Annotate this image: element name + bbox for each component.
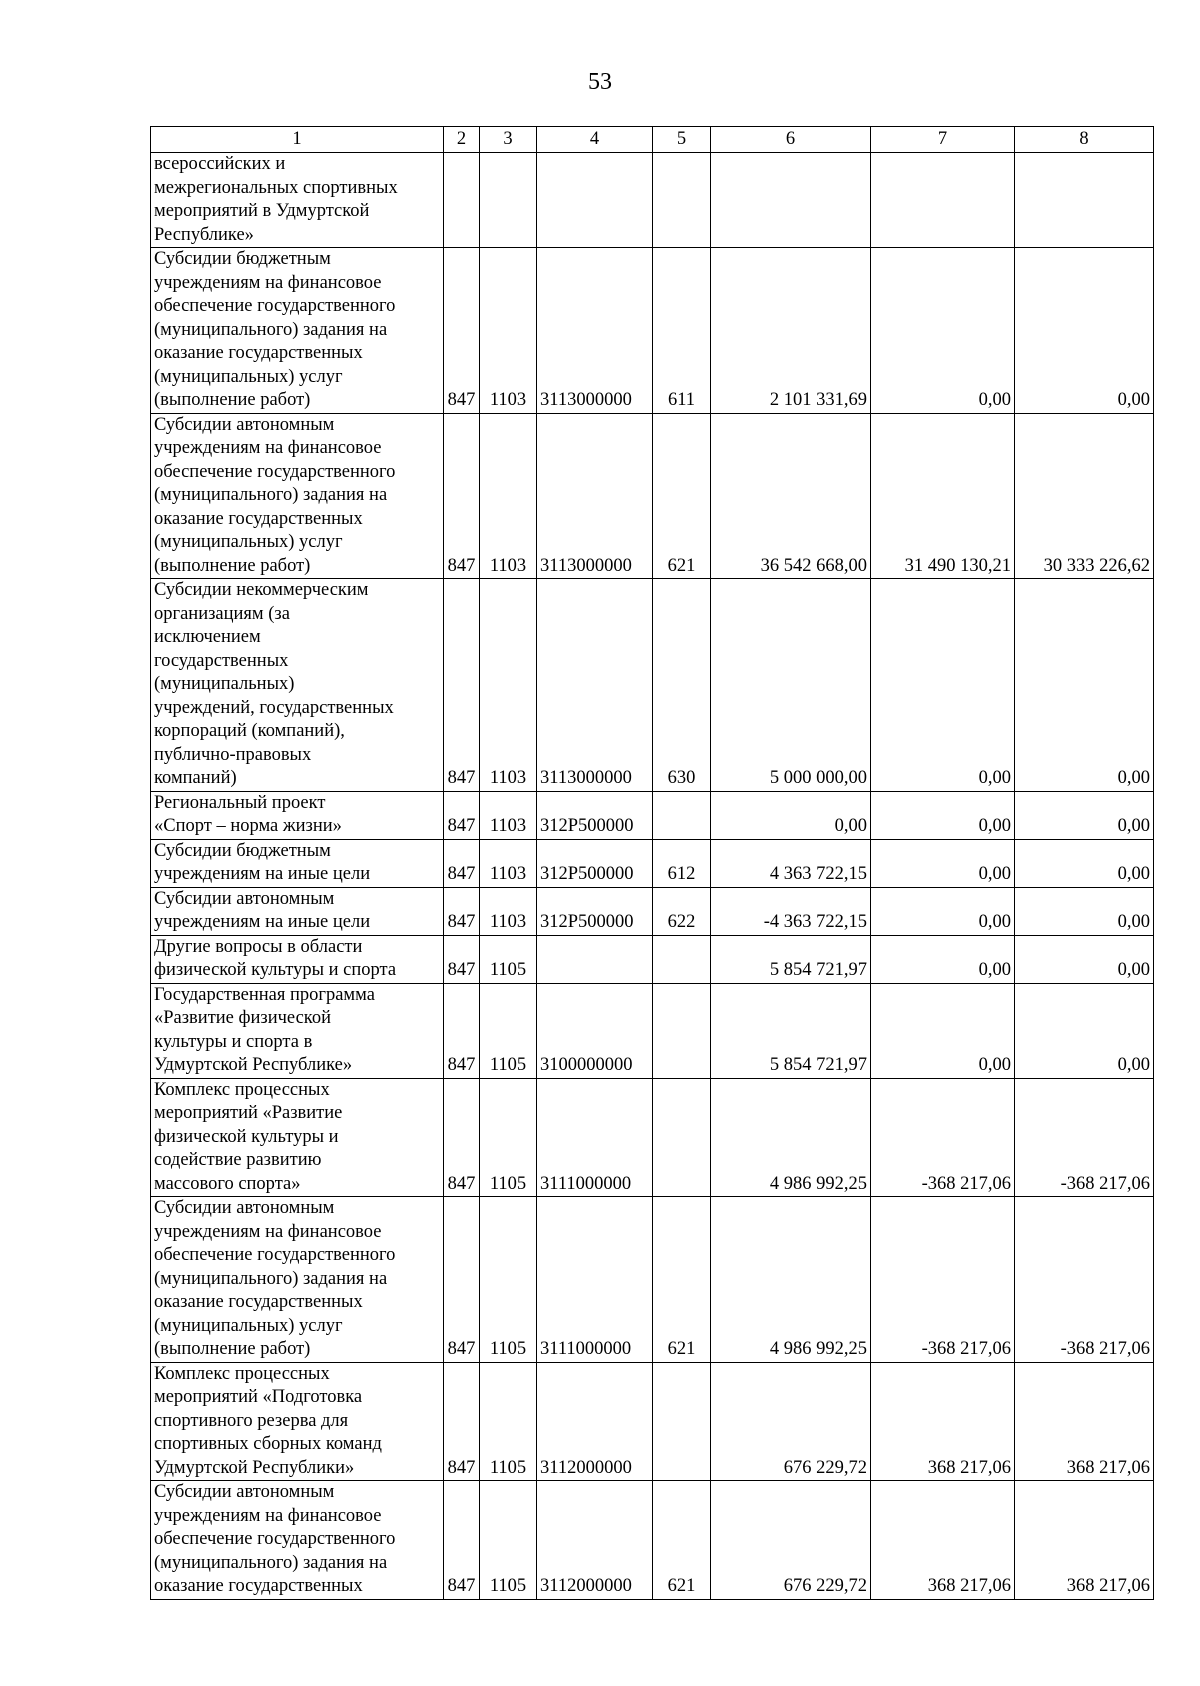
cell-name-line: организациям (за [154,603,290,624]
cell-amount-8: 0,00 [1015,791,1154,839]
cell-name [151,1078,444,1197]
table-row [151,791,1154,839]
cell-name-line: Субсидии бюджетным [154,840,331,861]
header-col-6: 6 [711,127,871,153]
cell-target-article: 3112000000 [537,1481,653,1600]
cell-section: 1105 [480,1197,537,1363]
cell-name-line: мероприятий «Подготовка [154,1387,363,1407]
cell-name-line: обеспечение государственного [154,1529,396,1549]
cell-amount-8: 30 333 226,62 [1015,413,1154,579]
cell-name-line: оказание государственных [154,508,363,529]
cell-amount-6: 5 854 721,97 [711,983,871,1078]
cell-target-article: 312P500000 [537,887,653,935]
cell-name-line: (муниципальных) [154,674,295,694]
cell-expense-type: 612 [653,839,711,887]
cell-name-line: (выполнение работ) [154,1339,311,1359]
cell-amount-7: 368 217,06 [871,1362,1015,1481]
cell-section: 1105 [480,1078,537,1197]
header-col-3: 3 [480,127,537,153]
cell-name-line: обеспечение государственного [154,1245,396,1265]
cell-amount-8: 0,00 [1015,983,1154,1078]
cell-name-line: обеспечение государственного [154,296,396,316]
cell-name-line: массового спорта» [154,1173,301,1194]
cell-amount-6: 4 986 992,25 [711,1197,871,1363]
cell-target-article: 312P500000 [537,791,653,839]
cell-amount-6: 4 986 992,25 [711,1078,871,1197]
cell-amount-8: 0,00 [1015,935,1154,983]
cell-name-line: публично-правовых [154,744,312,765]
cell-name-line: учреждениям на иные цели [154,912,371,932]
cell-name-line: межрегиональных спортивных [154,177,398,198]
cell-name-line: (муниципальных) услуг [154,1315,343,1336]
cell-section: 1103 [480,248,537,414]
cell-name-line: учреждениям на финансовое [154,272,382,293]
header-col-5: 5 [653,127,711,153]
cell-name-line: корпораций (компаний), [154,721,345,741]
cell-grbs: 847 [444,983,480,1078]
cell-name-line: Другие вопросы в области [154,936,363,957]
cell-section [480,153,537,248]
cell-name-line: (муниципального) задания на [154,1552,388,1573]
table-header [151,127,1154,153]
cell-name-line: (выполнение работ) [154,390,311,410]
cell-amount-7 [871,153,1015,248]
cell-target-article: 3100000000 [537,983,653,1078]
cell-expense-type: 630 [653,579,711,792]
cell-amount-8: 0,00 [1015,579,1154,792]
cell-name-line: Удмуртской Республики» [154,1457,355,1478]
cell-amount-6 [711,153,871,248]
cell-name-line: Государственная программа [154,984,375,1005]
cell-name-line: мероприятий в Удмуртской [154,201,370,221]
cell-expense-type: 621 [653,1197,711,1363]
cell-amount-8: -368 217,06 [1015,1197,1154,1363]
cell-name-line: Комплекс процессных [154,1079,330,1100]
cell-amount-7: 0,00 [871,248,1015,414]
cell-amount-8: 368 217,06 [1015,1362,1154,1481]
cell-grbs: 847 [444,1362,480,1481]
cell-name-line: Удмуртской Республике» [154,1055,353,1075]
header-col-8: 8 [1015,127,1154,153]
cell-section: 1103 [480,791,537,839]
cell-name-line: содействие развитию [154,1150,322,1170]
cell-grbs: 847 [444,413,480,579]
cell-name-line: оказание государственных [154,1576,363,1596]
header-col-1: 1 [151,127,444,153]
cell-name-line: спортивных сборных команд [154,1434,382,1454]
cell-grbs: 847 [444,1197,480,1363]
cell-amount-7: 368 217,06 [871,1481,1015,1600]
cell-name-line: спортивного резерва для [154,1410,349,1431]
table-row [151,1362,1154,1481]
cell-name-line: компаний) [154,768,237,788]
header-col-4: 4 [537,127,653,153]
cell-name-line: физической культуры и спорта [154,960,397,980]
cell-name-line: (муниципального) задания на [154,1268,388,1289]
cell-name-line: обеспечение государственного [154,461,396,482]
cell-name-line: Субсидии некоммерческим [154,580,369,600]
table-row [151,1481,1154,1600]
cell-name [151,839,444,887]
cell-expense-type: 611 [653,248,711,414]
cell-amount-6: 5 854 721,97 [711,935,871,983]
cell-amount-8: 368 217,06 [1015,1481,1154,1600]
header-col-7: 7 [871,127,1015,153]
cell-name-line: учреждениям на финансовое [154,1505,382,1526]
cell-amount-6: -4 363 722,15 [711,887,871,935]
cell-amount-7: 0,00 [871,839,1015,887]
cell-amount-6: 676 229,72 [711,1362,871,1481]
cell-name-line: учреждениям на финансовое [154,438,382,458]
cell-expense-type [653,1362,711,1481]
cell-section: 1105 [480,1481,537,1600]
table-row [151,839,1154,887]
cell-expense-type [653,791,711,839]
cell-name [151,579,444,792]
cell-section: 1105 [480,935,537,983]
cell-name [151,1197,444,1363]
cell-grbs: 847 [444,1481,480,1600]
cell-section: 1105 [480,1362,537,1481]
cell-target-article: 3111000000 [537,1078,653,1197]
cell-section: 1103 [480,839,537,887]
cell-name-line: Региональный проект [154,792,326,813]
cell-amount-8: 0,00 [1015,839,1154,887]
cell-name-line: культуры и спорта в [154,1031,313,1052]
table-row [151,935,1154,983]
cell-name-line: «Спорт – норма жизни» [154,816,342,836]
cell-name-line: мероприятий «Развитие [154,1103,343,1123]
cell-name-line: учреждениям на иные цели [154,864,371,884]
cell-expense-type [653,1078,711,1197]
cell-expense-type [653,983,711,1078]
table-row [151,983,1154,1078]
cell-name [151,1362,444,1481]
cell-amount-6: 0,00 [711,791,871,839]
cell-grbs: 847 [444,839,480,887]
cell-grbs: 847 [444,579,480,792]
cell-name-line: Субсидии автономным [154,414,335,435]
cell-amount-7: 31 490 130,21 [871,413,1015,579]
cell-amount-8 [1015,153,1154,248]
table-row [151,887,1154,935]
cell-amount-7: 0,00 [871,935,1015,983]
cell-name-line: Комплекс процессных [154,1363,330,1384]
cell-expense-type: 622 [653,887,711,935]
cell-amount-7: 0,00 [871,983,1015,1078]
cell-amount-7: 0,00 [871,791,1015,839]
cell-name-line: оказание государственных [154,343,363,363]
cell-target-article: 312P500000 [537,839,653,887]
cell-name-line: (муниципальных) услуг [154,366,343,387]
table-row [151,248,1154,414]
page-number: 53 [588,69,612,95]
cell-target-article [537,153,653,248]
cell-name [151,983,444,1078]
cell-expense-type [653,935,711,983]
cell-name-line: учреждений, государственных [154,697,394,718]
cell-amount-6: 2 101 331,69 [711,248,871,414]
cell-name-line: Субсидии автономным [154,888,335,909]
cell-name-line: учреждениям на финансовое [154,1221,382,1242]
cell-name-line: «Развитие физической [154,1008,331,1028]
cell-amount-6: 36 542 668,00 [711,413,871,579]
cell-target-article: 3112000000 [537,1362,653,1481]
table-row [151,413,1154,579]
cell-name-line: исключением [154,627,261,647]
cell-target-article: 3113000000 [537,413,653,579]
cell-target-article [537,935,653,983]
cell-name-line: Субсидии автономным [154,1198,335,1218]
cell-amount-7: -368 217,06 [871,1197,1015,1363]
cell-name [151,935,444,983]
cell-amount-6: 5 000 000,00 [711,579,871,792]
cell-name-line: государственных [154,650,289,671]
cell-target-article: 3111000000 [537,1197,653,1363]
cell-grbs [444,153,480,248]
cell-amount-7: -368 217,06 [871,1078,1015,1197]
cell-name-line: всероссийских и [154,154,286,174]
cell-amount-7: 0,00 [871,579,1015,792]
cell-name-line: (муниципального) задания на [154,485,388,505]
cell-amount-8: -368 217,06 [1015,1078,1154,1197]
cell-name-line: Субсидии автономным [154,1482,335,1502]
cell-name-line: (выполнение работ) [154,555,311,576]
cell-amount-8: 0,00 [1015,887,1154,935]
cell-grbs: 847 [444,887,480,935]
cell-target-article: 3113000000 [537,248,653,414]
cell-expense-type: 621 [653,413,711,579]
table-row [151,1078,1154,1197]
cell-section: 1103 [480,413,537,579]
cell-section: 1103 [480,579,537,792]
header-col-2: 2 [444,127,480,153]
cell-name [151,248,444,414]
table-body [151,153,1154,1600]
cell-grbs: 847 [444,1078,480,1197]
cell-amount-6: 676 229,72 [711,1481,871,1600]
budget-table [150,126,1154,1600]
cell-grbs: 847 [444,791,480,839]
table-row [151,153,1154,248]
cell-expense-type: 621 [653,1481,711,1600]
cell-target-article: 3113000000 [537,579,653,792]
cell-amount-7: 0,00 [871,887,1015,935]
cell-amount-8: 0,00 [1015,248,1154,414]
cell-name-line: (муниципального) задания на [154,319,388,340]
cell-name [151,153,444,248]
cell-grbs: 847 [444,248,480,414]
table-row [151,1197,1154,1363]
cell-name-line: физической культуры и [154,1126,339,1147]
cell-name-line: (муниципальных) услуг [154,532,343,552]
cell-name-line: Субсидии бюджетным [154,249,331,269]
cell-name [151,791,444,839]
cell-name [151,887,444,935]
cell-expense-type [653,153,711,248]
cell-section: 1103 [480,887,537,935]
table-row [151,579,1154,792]
cell-name [151,413,444,579]
cell-name [151,1481,444,1600]
cell-name-line: оказание государственных [154,1292,363,1312]
cell-name-line: Республике» [154,224,254,245]
cell-amount-6: 4 363 722,15 [711,839,871,887]
cell-section: 1105 [480,983,537,1078]
cell-grbs: 847 [444,935,480,983]
header-row [151,127,1154,153]
